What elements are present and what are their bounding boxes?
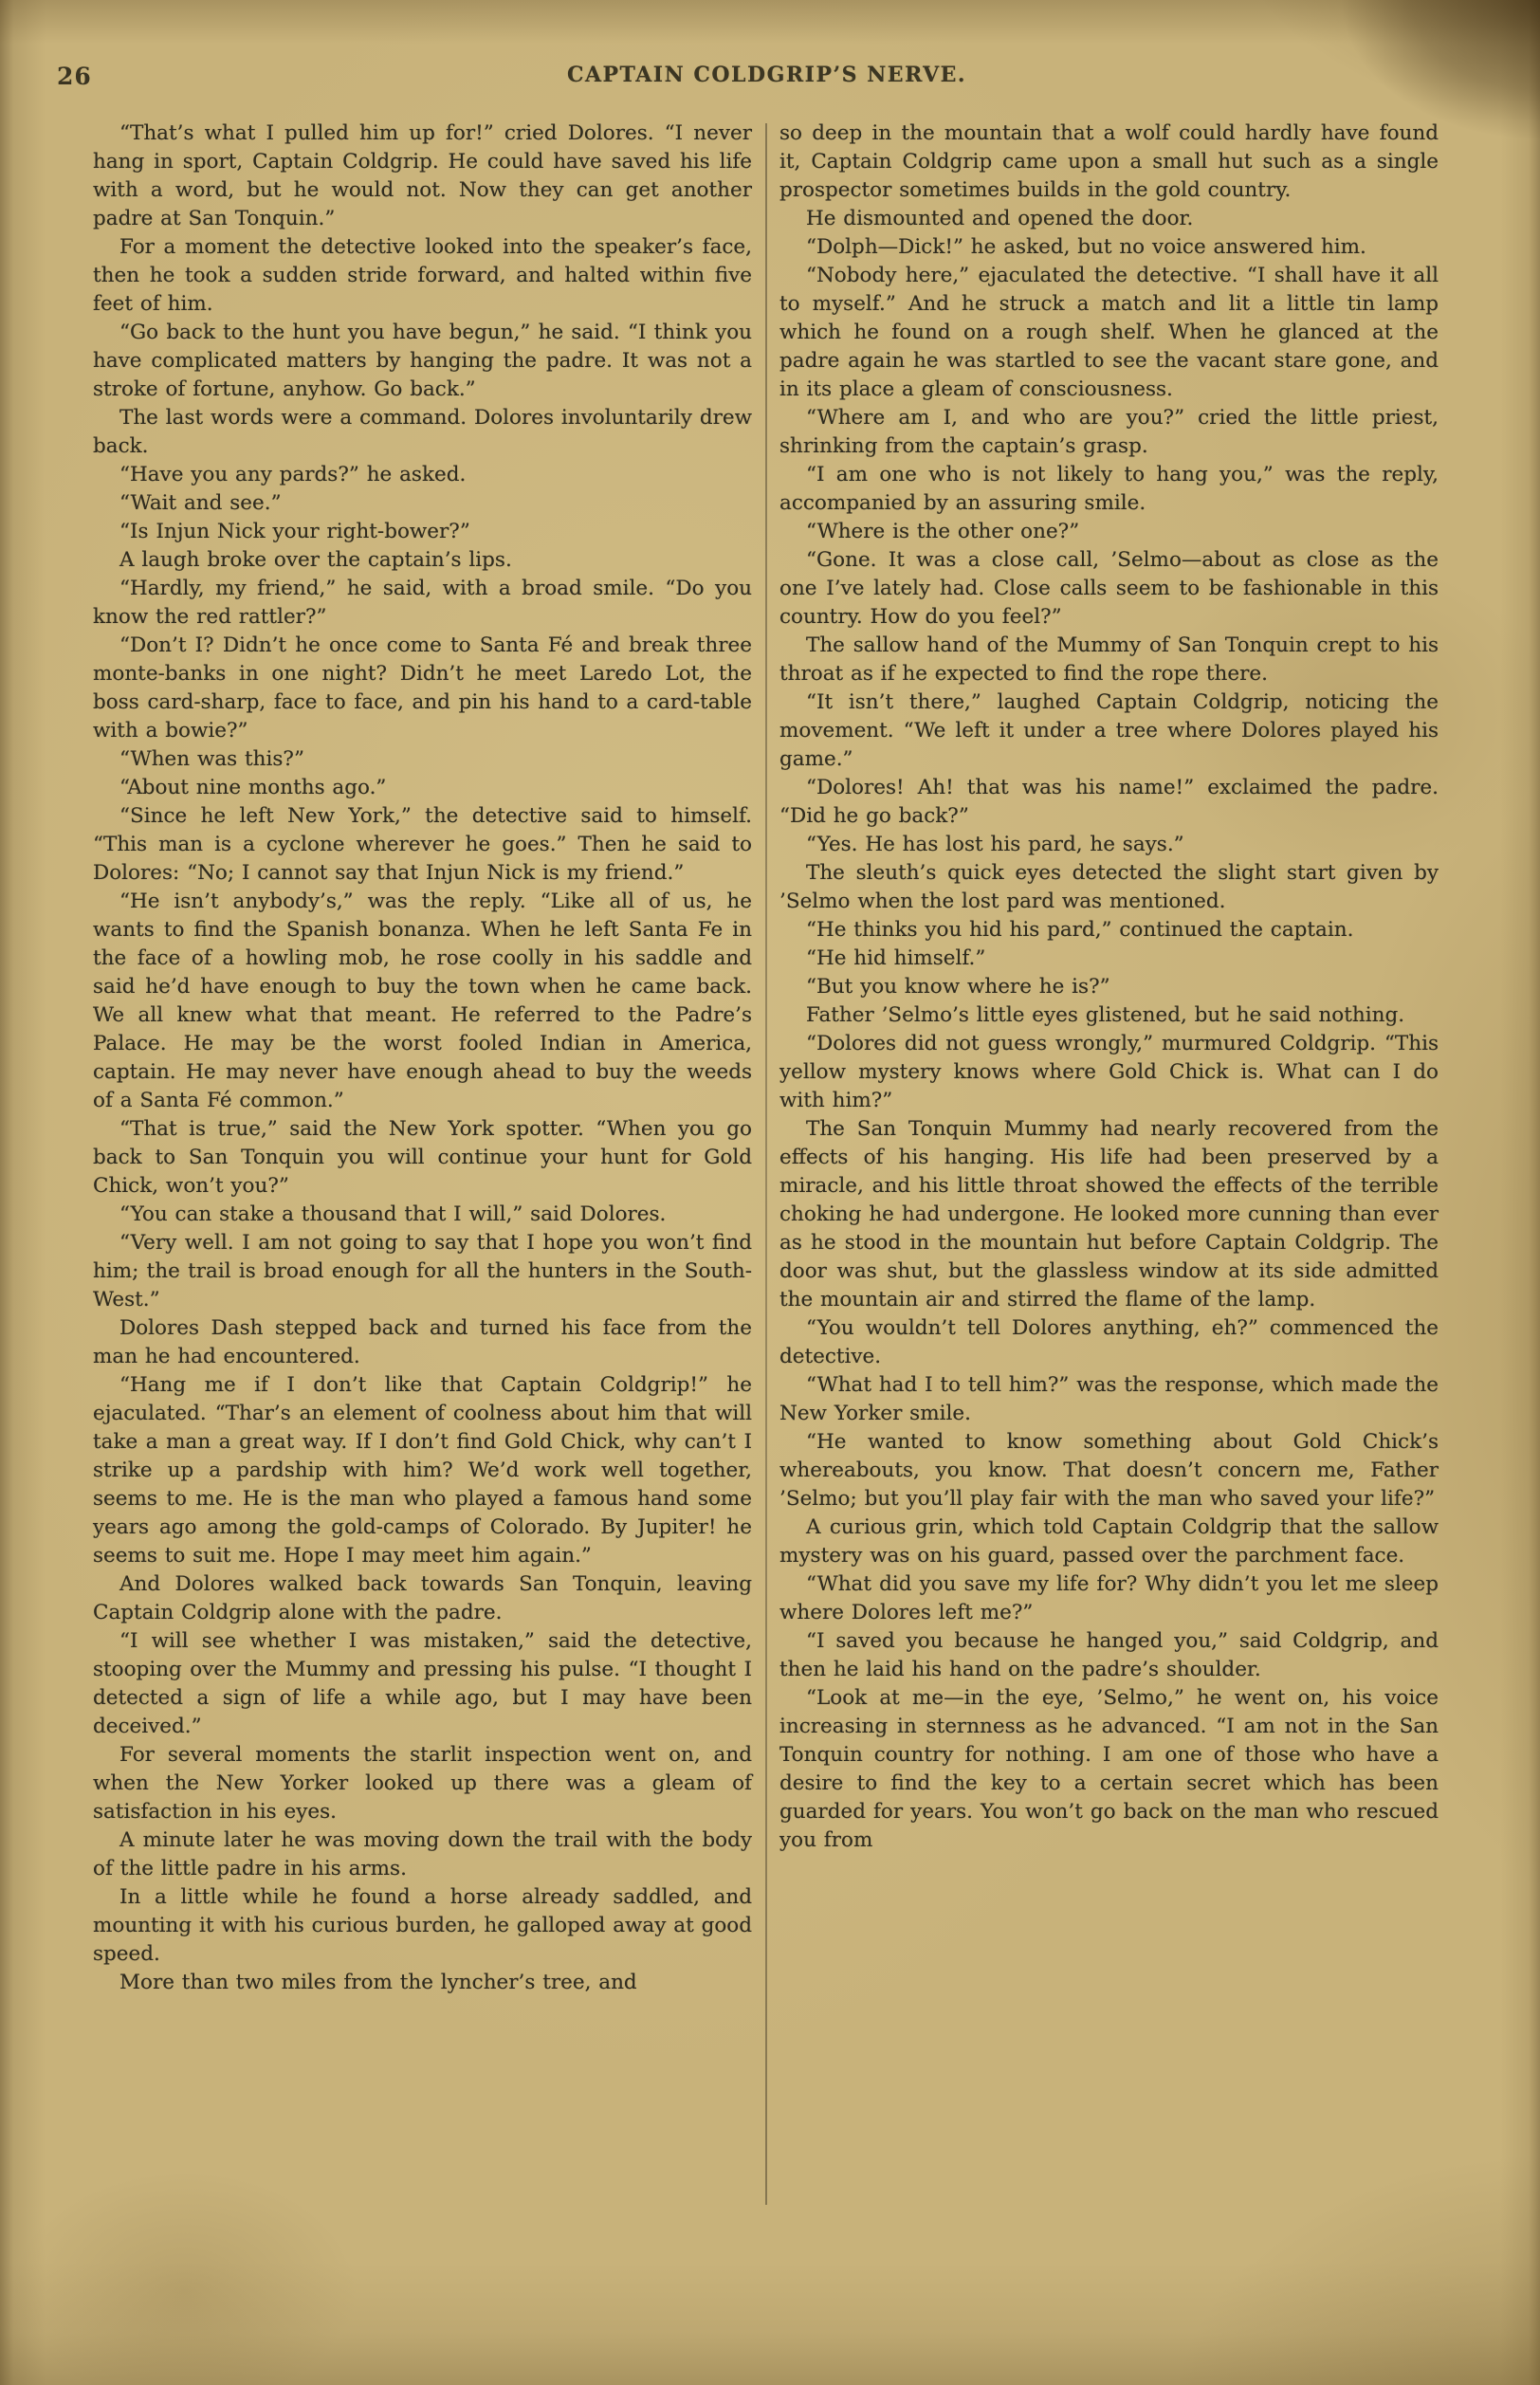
text-columns: [93, 119, 1440, 2385]
paragraph: More than two miles from the lyncher’s tree, and: [119, 1971, 637, 1994]
paragraph: The last words were a command. Dolores involuntarily drew back.: [93, 406, 752, 458]
paragraph: “What had I to tell him?” was the response, which made the New Yorker smile.: [779, 1373, 1439, 1425]
paragraph: “I am one who is not likely to hang you,” was the reply, accompanied by an assuring smile.: [779, 463, 1439, 515]
paragraph: “When was this?”: [119, 747, 304, 771]
paragraph: A laugh broke over the captain’s lips.: [119, 548, 512, 572]
column-right: [779, 119, 1439, 2385]
paragraph: “Nobody here,” ejaculated the detective. “I shall have it all to myself.” And he struck a match and lit a little tin lamp which he found on a rough shelf. When he glanced at the padre again he was startled to see the vacant stare gone, and in its place a gleam of consciousness.: [779, 264, 1439, 401]
paragraph: “Wait and see.”: [119, 491, 282, 515]
page-header: [57, 63, 1440, 95]
paragraph: In a little while he found a horse already saddled, and mounting it with his curious burden, he galloped away at good speed.: [93, 1885, 752, 1966]
paragraph: “Is Injun Nick your right-bower?”: [119, 520, 470, 543]
page-number: 26: [57, 63, 92, 90]
paragraph: “He thinks you hid his pard,” continued the captain.: [806, 918, 1354, 942]
paragraph: The sleuth’s quick eyes detected the slight start given by ’Selmo when the lost pard was mentioned.: [779, 861, 1439, 913]
paragraph: “But you know where he is?”: [806, 975, 1110, 999]
paragraph: “Yes. He has lost his pard, he says.”: [806, 833, 1184, 856]
paragraph: Father ’Selmo’s little eyes glistened, but he said nothing.: [806, 1003, 1405, 1027]
running-title: CAPTAIN COLDGRIP’S NERVE.: [566, 63, 967, 87]
paragraph: “Hang me if I don’t like that Captain Coldgrip!” he ejaculated. “Thar’s an element of coolness about him that will take a man a great way. If I don’t find Gold Chick, why can’t I strike up a pardship with him? We’d work well together, seems to me. He is the man who played a famous hand some years ago among the gold-camps of Colorado. By Jupiter! he seems to suit me. Hope I may meet him again.”: [93, 1373, 752, 1568]
paragraph: “He hid himself.”: [806, 946, 986, 970]
paragraph: For a moment the detective looked into the speaker’s face, then he took a sudden stride forward, and halted within five feet of him.: [93, 235, 752, 316]
paragraph: “Have you any pards?” he asked.: [119, 463, 467, 486]
paragraph: “Look at me—in the eye, ’Selmo,” he went on, his voice increasing in sternness as he advanced. “I am not in the San Tonquin country for nothing. I am one of those who have a desire to find the key to a certain secret which has been guarded for years. You won’t go back on the man who rescued you from: [779, 1686, 1439, 1852]
paragraph: “I will see whether I was mistaken,” said the detective, stooping over the Mummy and pressing his pulse. “I thought I detected a sign of life a while ago, but I may have been deceived.”: [93, 1629, 752, 1738]
paragraph: “Dolores! Ah! that was his name!” exclaimed the padre. “Did he go back?”: [779, 776, 1439, 828]
paragraph: “Very well. I am not going to say that I hope you won’t find him; the trail is broad enough for all the hunters in the South-West.”: [93, 1231, 752, 1312]
paragraph: “What did you save my life for? Why didn’t you let me sleep where Dolores left me?”: [779, 1572, 1439, 1624]
paragraph: “Hardly, my friend,” he said, with a broad smile. “Do you know the red rattler?”: [93, 577, 752, 629]
paragraph: And Dolores walked back towards San Tonquin, leaving Captain Coldgrip alone with the padre.: [93, 1572, 752, 1624]
paragraph: The sallow hand of the Mummy of San Tonquin crept to his throat as if he expected to find the rope there.: [779, 633, 1439, 686]
paragraph: “He wanted to know something about Gold Chick’s whereabouts, you know. That doesn’t concern me, Father ’Selmo; but you’ll play fair with the man who saved your life?”: [779, 1430, 1439, 1511]
paragraph: A curious grin, which told Captain Coldgrip that the sallow mystery was on his guard, passed over the parchment face.: [779, 1515, 1439, 1568]
paragraph: “Gone. It was a close call, ’Selmo—about as close as the one I’ve lately had. Close calls seem to be fashionable in this country. How do you feel?”: [779, 548, 1439, 629]
paragraph: “It isn’t there,” laughed Captain Coldgrip, noticing the movement. “We left it under a tree where Dolores played his game.”: [779, 690, 1439, 771]
paragraph: so deep in the mountain that a wolf could hardly have found it, Captain Coldgrip came upon a small hut such as a single prospector sometimes builds in the gold country.: [779, 121, 1439, 202]
column-divider: [765, 123, 767, 2205]
paragraph: The San Tonquin Mummy had nearly recovered from the effects of his hanging. His life had been preserved by a miracle, and his little throat showed the effects of the terrible choking he had undergone. He looked more cunning than ever as he stood in the mountain hut before Captain Coldgrip. The door was shut, but the glassless window at its side admitted the mountain air and stirred the flame of the lamp.: [779, 1117, 1439, 1312]
paragraph: Dolores Dash stepped back and turned his face from the man he had encountered.: [93, 1316, 752, 1368]
paragraph: “That’s what I pulled him up for!” cried Dolores. “I never hang in sport, Captain Coldgrip. He could have saved his life with a word, but he would not. Now they can get another padre at San Tonquin.”: [93, 121, 752, 230]
paragraph: “I saved you because he hanged you,” said Coldgrip, and then he laid his hand on the padre’s shoulder.: [779, 1629, 1439, 1681]
paragraph: “That is true,” said the New York spotter. “When you go back to San Tonquin you will continue your hunt for Gold Chick, won’t you?”: [93, 1117, 752, 1198]
paragraph: He dismounted and opened the door.: [806, 207, 1194, 230]
paragraph: “Where am I, and who are you?” cried the little priest, shrinking from the captain’s grasp.: [779, 406, 1439, 458]
paragraph: “Dolores did not guess wrongly,” murmured Coldgrip. “This yellow mystery knows where Gold Chick is. What can I do with him?”: [779, 1032, 1439, 1112]
paragraph: “Since he left New York,” the detective said to himself. “This man is a cyclone wherever he goes.” Then he said to Dolores: “No; I cannot say that Injun Nick is my friend.”: [93, 804, 752, 885]
paragraph: “Go back to the hunt you have begun,” he said. “I think you have complicated matters by hanging the padre. It was not a stroke of fortune, anyhow. Go back.”: [93, 321, 752, 401]
paragraph: “Where is the other one?”: [806, 520, 1080, 543]
paragraph: For several moments the starlit inspection went on, and when the New Yorker looked up there was a gleam of satisfaction in his eyes.: [93, 1743, 752, 1824]
column-left: [93, 119, 752, 2385]
paragraph: “You can stake a thousand that I will,” said Dolores.: [119, 1202, 667, 1226]
paragraph: “About nine months ago.”: [119, 776, 387, 799]
paragraph: “Don’t I? Didn’t he once come to Santa Fé and break three monte-banks in one night? Didn’t he meet Laredo Lot, the boss card-sharp, face to face, and pin his hand to a card-table with a bowie?”: [93, 633, 752, 743]
paragraph: A minute later he was moving down the trail with the body of the little padre in his arms.: [93, 1828, 752, 1880]
paragraph: “You wouldn’t tell Dolores anything, eh?” commenced the detective.: [779, 1316, 1439, 1368]
paragraph: “He isn’t anybody’s,” was the reply. “Like all of us, he wants to find the Spanish bonanza. When he left Santa Fe in the face of a howling mob, he rose coolly in his saddle and said he’d have enough to buy the town when he came back. We all knew what that meant. He referred to the Padre’s Palace. He may be the worst fooled Indian in America, captain. He may never have enough ahead to buy the weeds of a Santa Fé common.”: [93, 890, 752, 1112]
paragraph: “Dolph—Dick!” he asked, but no voice answered him.: [806, 235, 1366, 259]
